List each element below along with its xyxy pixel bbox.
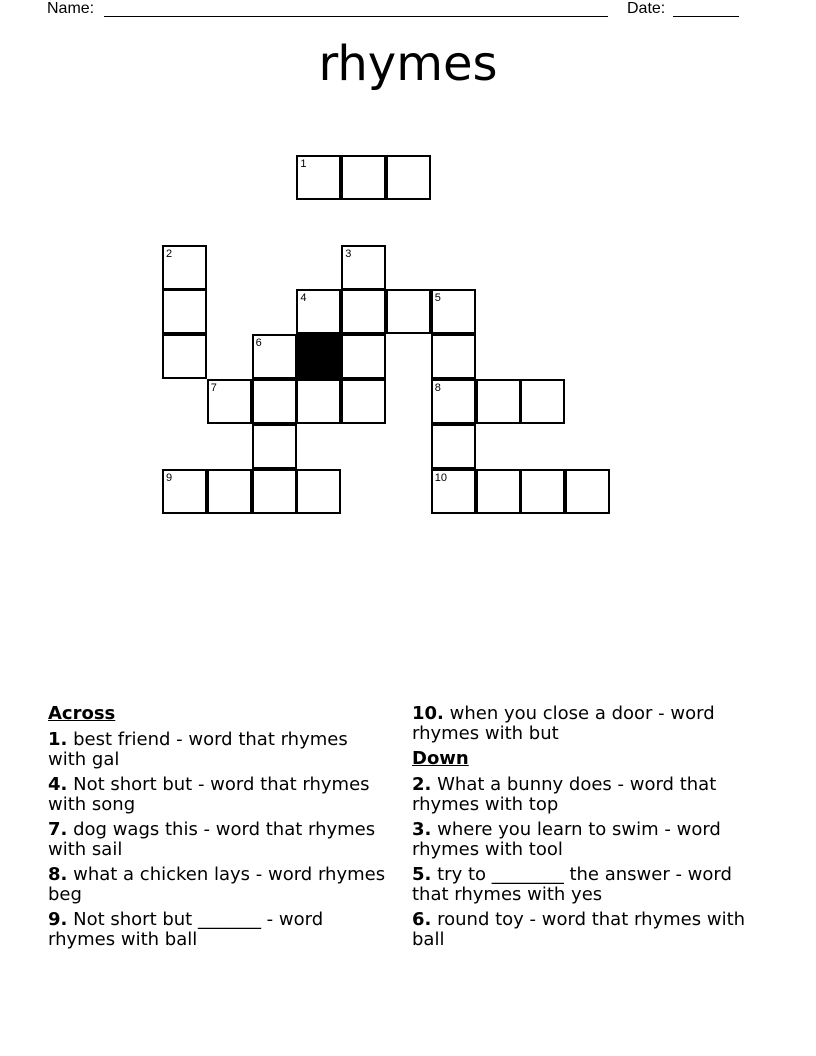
clue-down-2 (412, 775, 752, 815)
clues-right-column (412, 704, 752, 955)
crossword-cell[interactable] (252, 469, 297, 514)
crossword-cell[interactable] (252, 334, 297, 379)
cell-number: 7 (210, 382, 217, 394)
crossword-cell[interactable] (207, 379, 252, 424)
clue-text: try to ________ the answer - word that rhymes with yes (412, 864, 732, 905)
black-cell (296, 334, 341, 379)
cell-number: 3 (345, 247, 352, 260)
crossword-cell[interactable] (296, 289, 341, 334)
across-heading: Across (48, 703, 116, 724)
clue-number: 3. (412, 819, 432, 840)
page-title: rhymes (318, 36, 498, 92)
crossword-cell[interactable] (386, 155, 431, 200)
cell-number: 8 (434, 382, 441, 394)
crossword-cell[interactable] (207, 469, 252, 514)
cell-number: 9 (166, 471, 173, 484)
crossword-cell[interactable] (341, 289, 386, 334)
clue-text: best friend - word that rhymes with gal (48, 729, 348, 770)
crossword-cell[interactable] (252, 424, 297, 469)
name-line[interactable] (104, 16, 608, 17)
crossword-cell[interactable] (431, 469, 476, 514)
cell-number: 6 (255, 337, 262, 350)
clue-text: where you learn to swim - word rhymes with tool (412, 819, 721, 860)
crossword-cell[interactable] (386, 289, 431, 334)
cell-number: 10 (434, 471, 448, 484)
clue-number: 5. (412, 864, 432, 885)
crossword-cell[interactable] (341, 155, 386, 200)
clue-number: 9. (48, 909, 68, 930)
clue-text: when you close a door - word rhymes with but (412, 703, 715, 744)
crossword-cell[interactable] (431, 334, 476, 379)
crossword-cell[interactable] (341, 245, 386, 290)
clue-text: dog wags this - word that rhymes with sail (48, 819, 376, 860)
crossword-cell[interactable] (296, 379, 341, 424)
crossword-cell[interactable] (476, 469, 521, 514)
crossword-cell[interactable] (520, 469, 565, 514)
clue-number: 4. (48, 774, 68, 795)
clue-number: 7. (48, 819, 68, 840)
clue-down-6 (412, 910, 752, 950)
down-heading: Down (412, 748, 469, 769)
crossword-cell[interactable] (341, 334, 386, 379)
clue-number: 1. (48, 729, 68, 750)
clue-text: what a chicken lays - word rhymes beg (48, 864, 386, 905)
clue-text: round toy - word that rhymes with ball (412, 909, 746, 950)
clue-text: Not short but - word that rhymes with song (48, 774, 370, 815)
clue-number: 8. (48, 864, 68, 885)
date-line[interactable] (673, 16, 739, 17)
cell-number: 4 (300, 292, 307, 305)
crossword-cell[interactable] (431, 289, 476, 334)
clue-down-5 (412, 865, 752, 905)
date-label: Date: (627, 0, 666, 17)
clue-across-9 (48, 910, 388, 950)
cell-number: 1 (300, 158, 307, 170)
clue-across-10 (412, 704, 752, 744)
clue-across-7 (48, 820, 388, 860)
clue-number: 10. (412, 703, 444, 724)
crossword-cell[interactable] (162, 334, 207, 379)
clue-down-3 (412, 820, 752, 860)
crossword-cell[interactable] (162, 469, 207, 514)
crossword-cell[interactable] (296, 155, 341, 200)
clue-number: 6. (412, 909, 432, 930)
clue-across-4 (48, 775, 388, 815)
cell-number: 5 (434, 292, 441, 305)
crossword-cell[interactable] (565, 469, 610, 514)
clues-left-column (48, 704, 388, 955)
crossword-cell[interactable] (162, 245, 207, 290)
clue-text: What a bunny does - word that rhymes with top (412, 774, 717, 815)
crossword-cell[interactable] (476, 379, 521, 424)
cell-number: 2 (166, 247, 173, 260)
clue-across-1 (48, 730, 388, 770)
clue-text: Not short but _______ - word rhymes with ball (48, 909, 324, 950)
crossword-cell[interactable] (341, 379, 386, 424)
crossword-cell[interactable] (252, 379, 297, 424)
crossword-cell[interactable] (296, 469, 341, 514)
clue-across-8 (48, 865, 388, 905)
crossword-cell[interactable] (431, 424, 476, 469)
crossword-cell[interactable] (431, 379, 476, 424)
clue-number: 2. (412, 774, 432, 795)
crossword-cell[interactable] (162, 289, 207, 334)
crossword-cell[interactable] (520, 379, 565, 424)
name-label: Name: (47, 0, 95, 17)
